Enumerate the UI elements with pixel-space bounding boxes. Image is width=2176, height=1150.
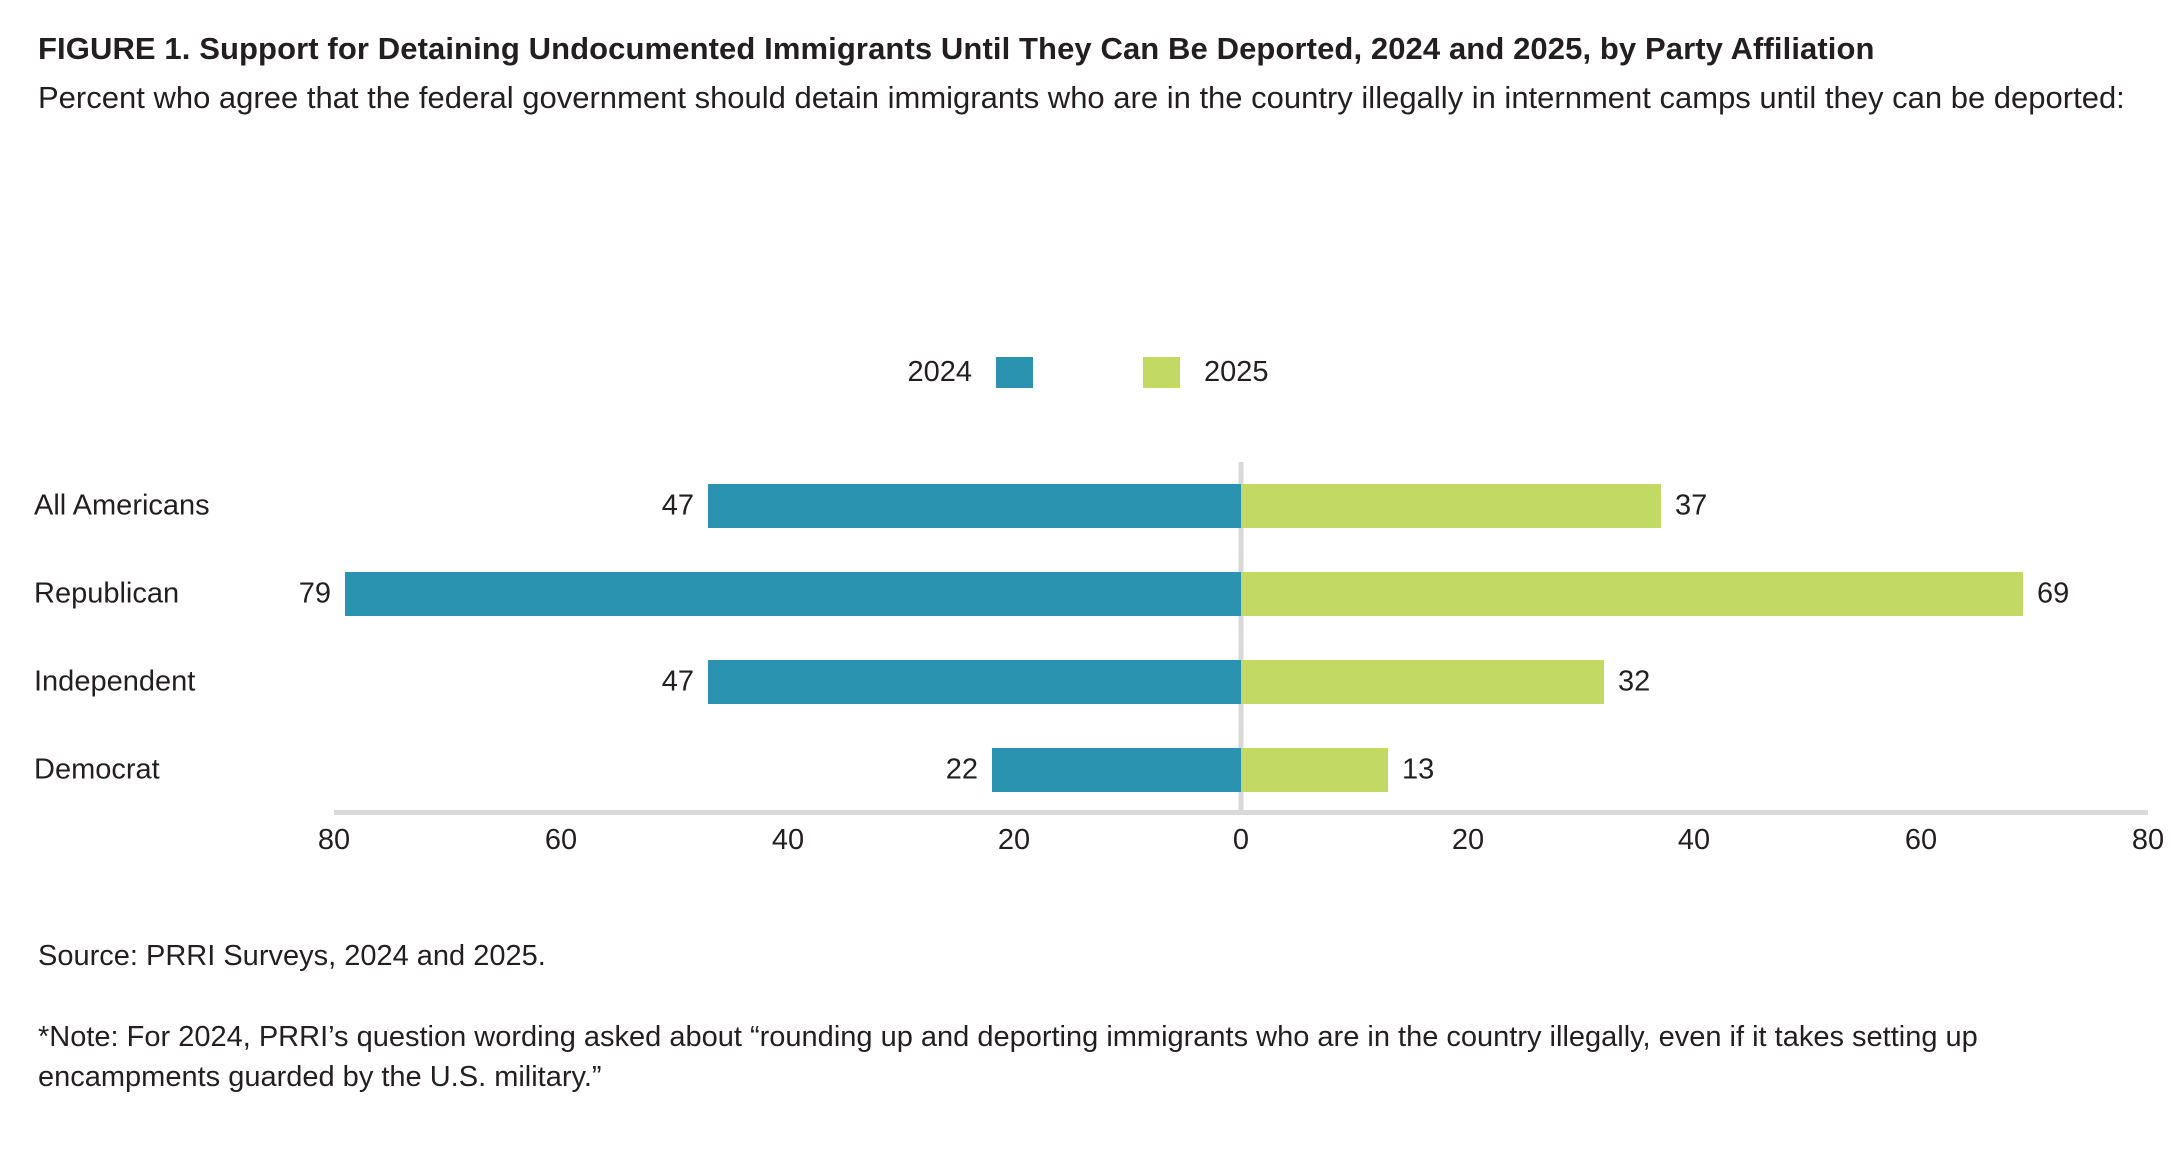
figure-subtitle: Percent who agree that the federal government should detain immigrants who are in the country illegally in internment camps until they can be deported: <box>38 80 2125 116</box>
x-axis-ticks <box>317 824 2165 870</box>
table-row <box>34 726 2148 814</box>
legend-item-2025 <box>1119 356 1269 389</box>
bar-value-2024-independent: 47 <box>661 665 694 698</box>
category-label-democrat: Democrat <box>34 753 160 786</box>
category-label-independent: Independent <box>34 665 196 698</box>
x-axis-line <box>334 810 2148 815</box>
bar-2024-all-americans <box>661 484 1241 528</box>
x-tick-0: 80 <box>317 824 351 856</box>
legend-label-2025: 2025 <box>1204 356 1269 388</box>
bar-value-2025-independent: 32 <box>1618 665 1651 698</box>
x-tick-2: 40 <box>771 824 805 856</box>
bar-2024-independent <box>661 660 1241 704</box>
bar-2025-all-americans <box>1241 484 1708 528</box>
legend-label-2024: 2024 <box>907 356 972 388</box>
x-tick-7: 60 <box>1904 824 1938 856</box>
table-row <box>34 550 2148 638</box>
note-text: *Note: For 2024, PRRI’s question wording asked about “rounding up and deporting immigrants who are in the country illegally, even if it takes setting up encampments guarded by the U.S. military.” <box>38 1021 1978 1094</box>
chart-legend <box>0 356 2176 389</box>
category-label-republican: Republican <box>34 577 180 610</box>
x-tick-4: 0 <box>1232 824 1250 856</box>
bar-2024-republican <box>298 572 1241 616</box>
bar-2025-independent <box>1241 660 1651 704</box>
bar-value-2024-all-americans: 47 <box>661 489 694 522</box>
bar-value-2024-democrat: 22 <box>945 753 978 786</box>
page-title: FIGURE 1. Support for Detaining Undocumented Immigrants Until They Can Be Deported, 2024 and 2025, by Party Affiliation <box>38 31 1875 66</box>
legend-swatch-2024 <box>996 357 1033 388</box>
x-tick-5: 20 <box>1451 824 1485 856</box>
table-row <box>34 462 2148 550</box>
x-tick-8: 80 <box>2131 824 2165 856</box>
footnotes <box>38 940 2138 1097</box>
bar-value-2025-all-americans: 37 <box>1675 489 1708 522</box>
category-label-all-americans: All Americans <box>34 489 210 522</box>
bar-value-2025-democrat: 13 <box>1402 753 1435 786</box>
table-row <box>34 638 2148 726</box>
bar-value-2024-republican: 79 <box>298 577 331 610</box>
plot-area <box>34 462 2148 810</box>
source-text: Source: PRRI Surveys, 2024 and 2025. <box>38 940 546 972</box>
x-tick-6: 40 <box>1677 824 1711 856</box>
bar-2024-democrat <box>945 748 1241 792</box>
bar-value-2025-republican: 69 <box>2037 577 2070 610</box>
diverging-bar-chart <box>0 462 2176 882</box>
legend-item-2024 <box>907 356 1033 389</box>
title-block <box>38 28 2128 119</box>
legend-swatch-2025 <box>1143 357 1180 388</box>
bar-2025-democrat <box>1241 748 1435 792</box>
x-tick-1: 60 <box>544 824 578 856</box>
x-tick-3: 20 <box>997 824 1031 856</box>
bar-2025-republican <box>1241 572 2070 616</box>
